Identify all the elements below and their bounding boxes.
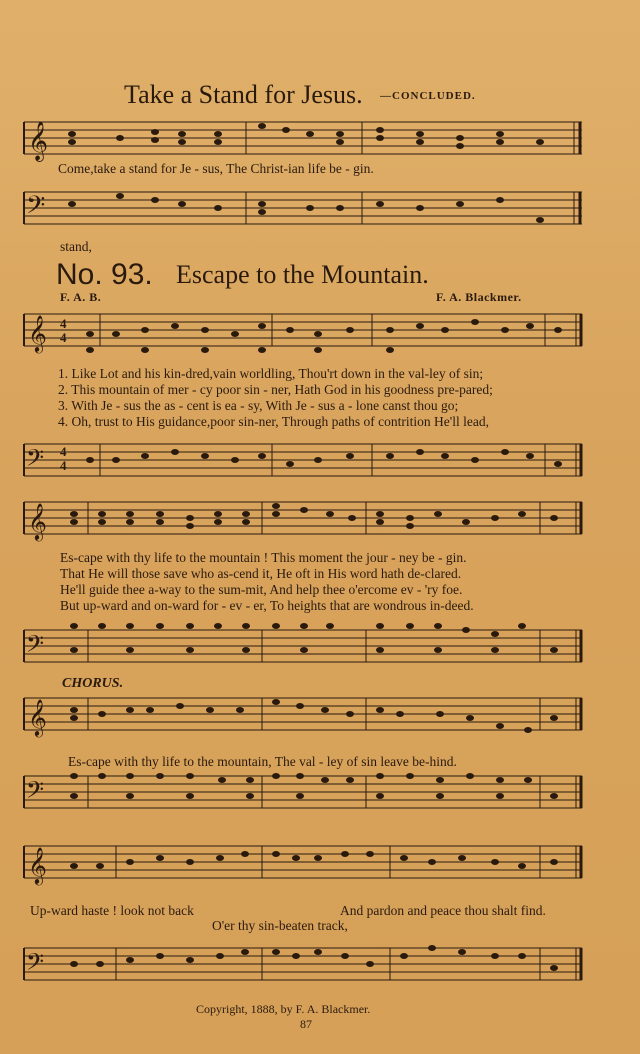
- lyricist-credit: F. A. B.: [60, 290, 102, 304]
- song1-lyric: Come,take a stand for Je - sus, The Christ-ian life be - gin.: [58, 161, 374, 176]
- svg-text:𝄞: 𝄞: [28, 847, 47, 883]
- svg-text:𝄞: 𝄞: [28, 315, 47, 351]
- svg-text:𝄞: 𝄞: [28, 503, 47, 539]
- song1-bass-word: stand,: [60, 239, 92, 254]
- verse-1-b: Es-cape with thy life to the mountain ! This moment the jour - ney be - gin.: [60, 550, 467, 565]
- page-number: 87: [300, 1017, 312, 1031]
- song-number: No. 93.: [56, 258, 153, 291]
- svg-text:4: 4: [60, 444, 67, 459]
- svg-text:𝄞: 𝄞: [28, 699, 47, 735]
- song1-bass-staff: [0, 182, 640, 232]
- svg-text:4: 4: [60, 458, 67, 473]
- chorus-bass-staff-2: [0, 940, 640, 990]
- chorus-label: CHORUS.: [62, 676, 124, 691]
- verse-1: 1. Like Lot and his kin-dred,vain worldling, Thou'rt down in the val-ley of sin;: [58, 366, 484, 381]
- chorus-line-2c: O'er thy sin-beaten track,: [212, 918, 348, 933]
- chorus-treble-staff-2: [0, 838, 640, 888]
- system2-bass-staff: [0, 622, 640, 672]
- svg-text:𝄢: 𝄢: [26, 446, 45, 477]
- verse-3: 3. With Je - sus the as - cent is ea - sy, With Je - sus a - lone canst thou go;: [58, 398, 459, 413]
- chorus-bass-staff-1: [0, 768, 640, 818]
- verse-2: 2. This mountain of mer - cy poor sin - ner, Hath God in his goodness pre-pared;: [58, 382, 493, 397]
- chorus-line-1: Es-cape with thy life to the mountain, The val - ley of sin leave be-hind.: [68, 754, 457, 769]
- song2-title: Escape to the Mountain.: [176, 260, 429, 289]
- svg-text:𝄢: 𝄢: [26, 778, 45, 809]
- composer-credit: F. A. Blackmer.: [436, 290, 522, 304]
- copyright: Copyright, 1888, by F. A. Blackmer.: [196, 1002, 371, 1016]
- svg-text:𝄢: 𝄢: [26, 632, 45, 663]
- system2-treble-staff: [0, 494, 640, 544]
- svg-text:𝄢: 𝄢: [26, 192, 46, 225]
- verse-4: 4. Oh, trust to His guidance,poor sin-ner, Through paths of contrition He'll lead,: [58, 414, 489, 429]
- svg-text:4: 4: [60, 316, 67, 331]
- system1-bass-staff: [0, 436, 640, 486]
- song1-title: Take a Stand for Jesus.: [124, 80, 363, 109]
- chorus-line-2a: Up-ward haste ! look not back: [30, 903, 194, 918]
- system1-treble-staff: [0, 306, 640, 356]
- svg-text:4: 4: [60, 330, 67, 345]
- verse-4-b: But up-ward and on-ward for - ev - er, To heights that are wondrous in-deed.: [60, 598, 474, 613]
- svg-text:𝄢: 𝄢: [26, 950, 45, 981]
- svg-text:𝄞: 𝄞: [28, 123, 49, 160]
- chorus-line-2b: And pardon and peace thou shalt find.: [340, 903, 546, 918]
- chorus-treble-staff: [0, 690, 640, 740]
- verse-3-b: He'll guide thee a-way to the sum-mit, And help thee o'ercome ev - 'ry foe.: [60, 582, 463, 597]
- song1-treble-staff: [0, 112, 640, 162]
- verse-2-b: That He will those save who as-cend it, He oft in His word hath de-clared.: [60, 566, 462, 581]
- song1-concluded: —CONCLUDED.: [380, 90, 476, 102]
